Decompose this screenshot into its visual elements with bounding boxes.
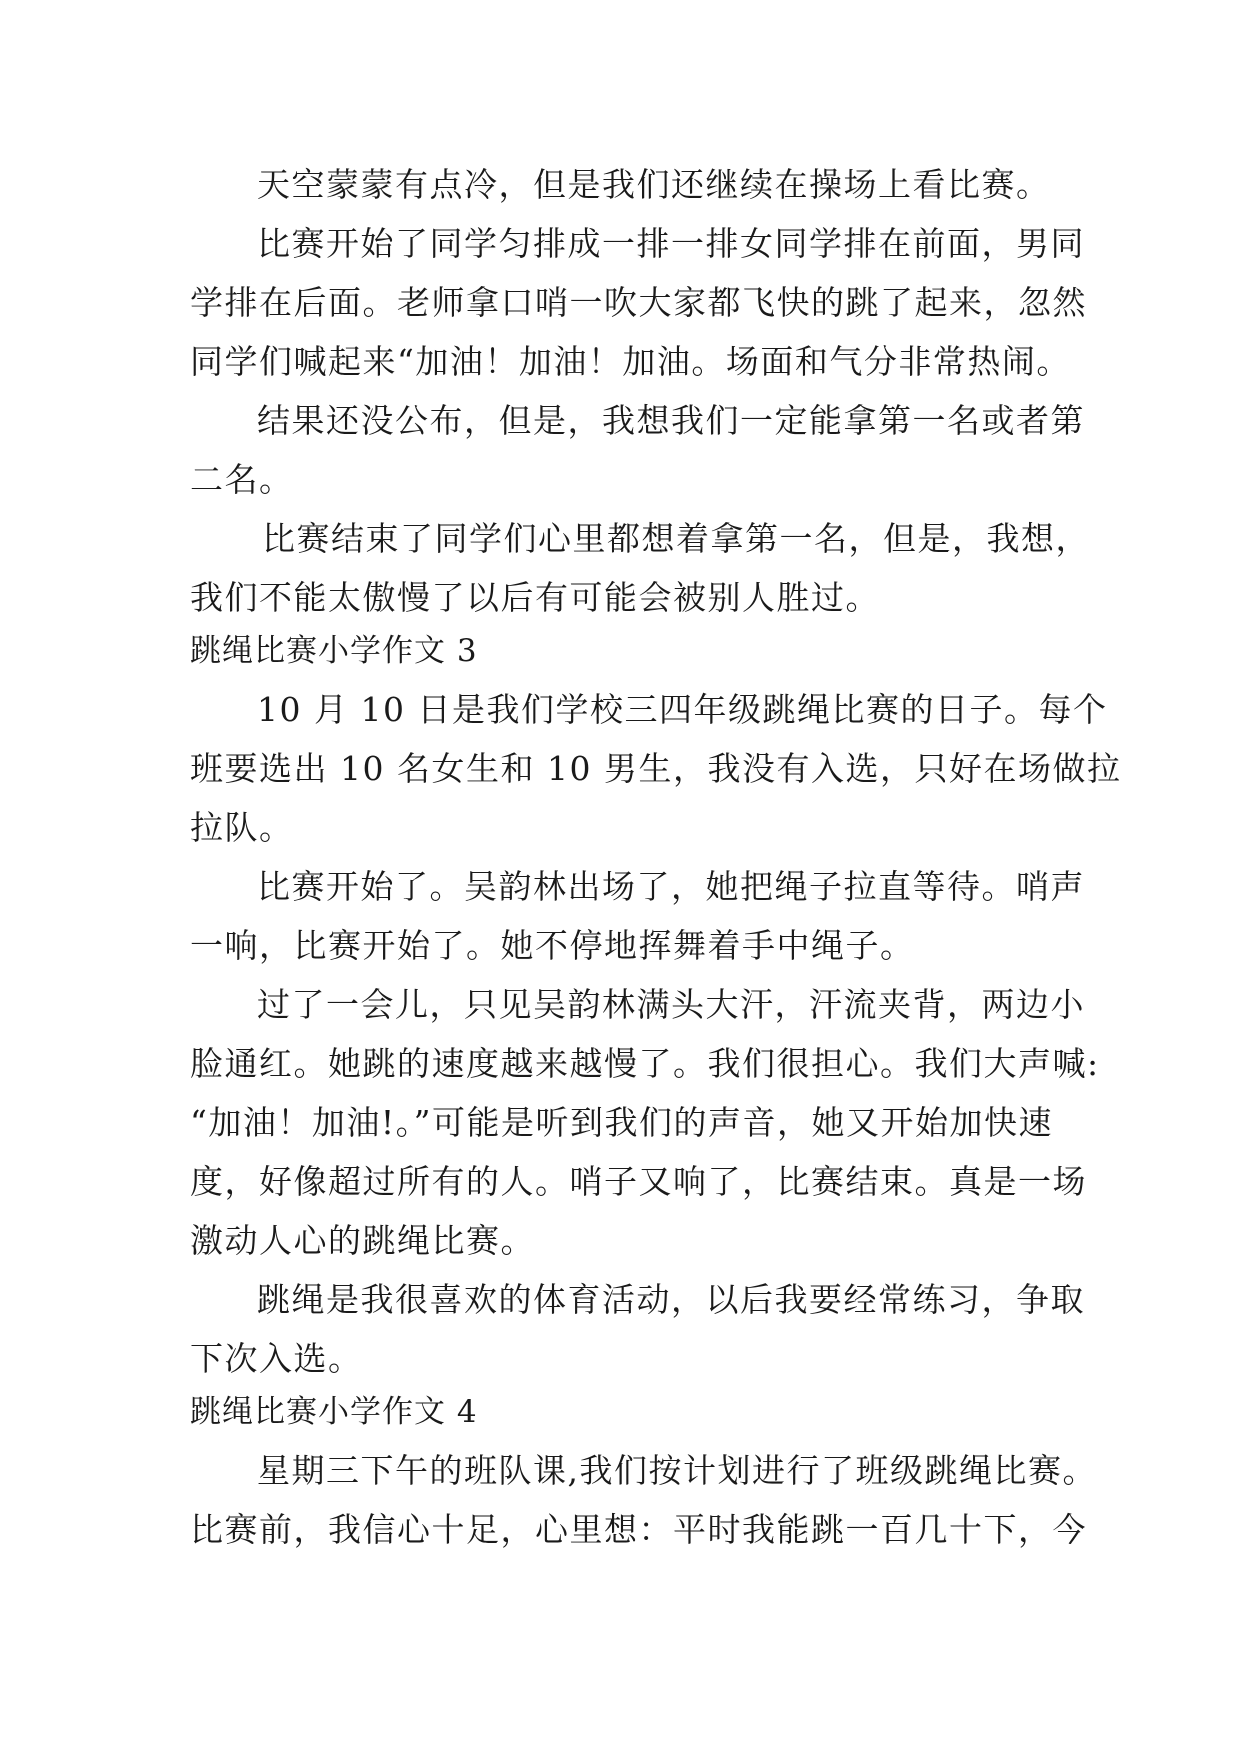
paragraph-line: 我们不能太傲慢了以后有可能会被别人胜过。 bbox=[190, 578, 880, 617]
paragraph-line: 跳绳是我很喜欢的体育活动，以后我要经常练习，争取 bbox=[257, 1280, 1085, 1319]
paragraph-line: 过了一会儿，只见吴韵林满头大汗，汗流夹背，两边小 bbox=[257, 985, 1085, 1024]
paragraph-line: 天空蒙蒙有点冷，但是我们还继续在操场上看比赛。 bbox=[257, 165, 1051, 204]
paragraph-line: 学排在后面。老师拿口哨一吹大家都飞快的跳了起来，忽然 bbox=[190, 283, 1087, 322]
section-heading: 跳绳比赛小学作文 4 bbox=[190, 1394, 478, 1430]
paragraph-line: “加油！加油!。”可能是听到我们的声音，她又开始加快速 bbox=[190, 1103, 1054, 1142]
paragraph-line: 下次入选。 bbox=[190, 1339, 363, 1378]
paragraph-line: 结果还没公布，但是，我想我们一定能拿第一名或者第 bbox=[257, 401, 1085, 440]
paragraph-line: 班要选出 10 名女生和 10 男生，我没有入选，只好在场做拉 bbox=[190, 749, 1122, 788]
paragraph-line: 度，好像超过所有的人。哨子又响了，比赛结束。真是一场 bbox=[190, 1162, 1087, 1201]
paragraph-line: 星期三下午的班队课,我们按计划进行了班级跳绳比赛。 bbox=[257, 1451, 1097, 1490]
paragraph-line: 激动人心的跳绳比赛。 bbox=[190, 1221, 535, 1260]
paragraph-line: 比赛前，我信心十足，心里想：平时我能跳一百几十下，今 bbox=[190, 1510, 1087, 1549]
paragraph-line: 比赛开始了同学匀排成一排一排女同学排在前面，男同 bbox=[257, 224, 1085, 263]
section-heading: 跳绳比赛小学作文 3 bbox=[190, 633, 478, 669]
paragraph-line: 10 月 10 日是我们学校三四年级跳绳比赛的日子。每个 bbox=[257, 690, 1108, 729]
paragraph-line: 二名。 bbox=[190, 460, 294, 499]
paragraph-line: 同学们喊起来“加油！加油！加油。场面和气分非常热闹。 bbox=[190, 342, 1071, 381]
paragraph-line: 一响，比赛开始了。她不停地挥舞着手中绳子。 bbox=[190, 926, 915, 965]
paragraph-line: 比赛开始了。吴韵林出场了，她把绳子拉直等待。哨声 bbox=[257, 867, 1085, 906]
paragraph-line: 脸通红。她跳的速度越来越慢了。我们很担心。我们大声喊: bbox=[190, 1044, 1100, 1083]
paragraph-line: 拉队。 bbox=[190, 808, 294, 847]
paragraph-line: 比赛结束了同学们心里都想着拿第一名，但是，我想， bbox=[262, 519, 1090, 558]
